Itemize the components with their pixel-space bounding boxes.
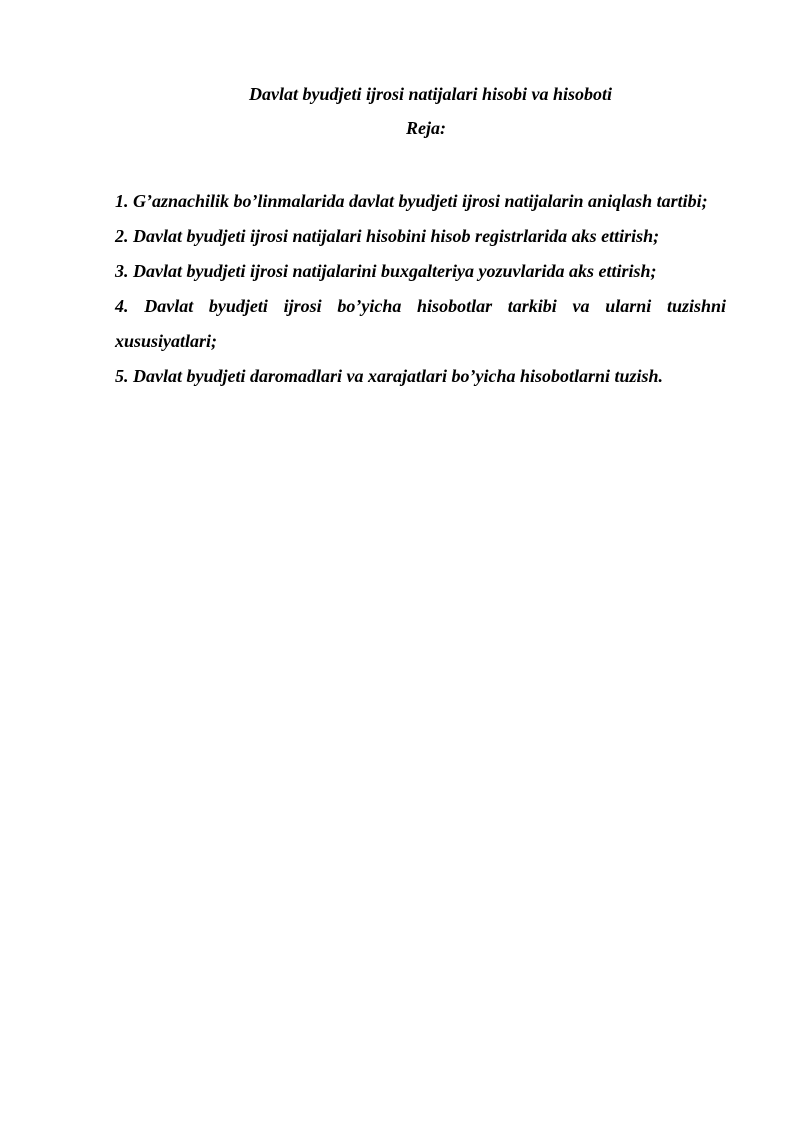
plan-heading: Reja: bbox=[406, 118, 446, 138]
plan-item-4: 4. Davlat byudjeti ijrosi bo’yicha hisobotlar tarkibi va ularni tuzishni xususiyatlari; bbox=[115, 296, 726, 351]
plan-item-5: 5. Davlat byudjeti daromadlari va xarajatlari bo’yicha hisobotlarni tuzish. bbox=[115, 366, 664, 386]
document-title: Davlat byudjeti ijrosi natijalari hisobi va hisoboti bbox=[249, 84, 613, 104]
plan-item-3: 3. Davlat byudjeti ijrosi natijalarini buxgalteriya yozuvlarida aks ettirish; bbox=[115, 261, 657, 281]
plan-item-1: 1. G’aznachilik bo’linmalarida davlat byudjeti ijrosi natijalarin aniqlash tartibi; bbox=[115, 191, 708, 211]
plan-list bbox=[115, 184, 726, 394]
plan-item-2: 2. Davlat byudjeti ijrosi natijalari hisobini hisob registrlarida aks ettirish; bbox=[115, 226, 660, 246]
